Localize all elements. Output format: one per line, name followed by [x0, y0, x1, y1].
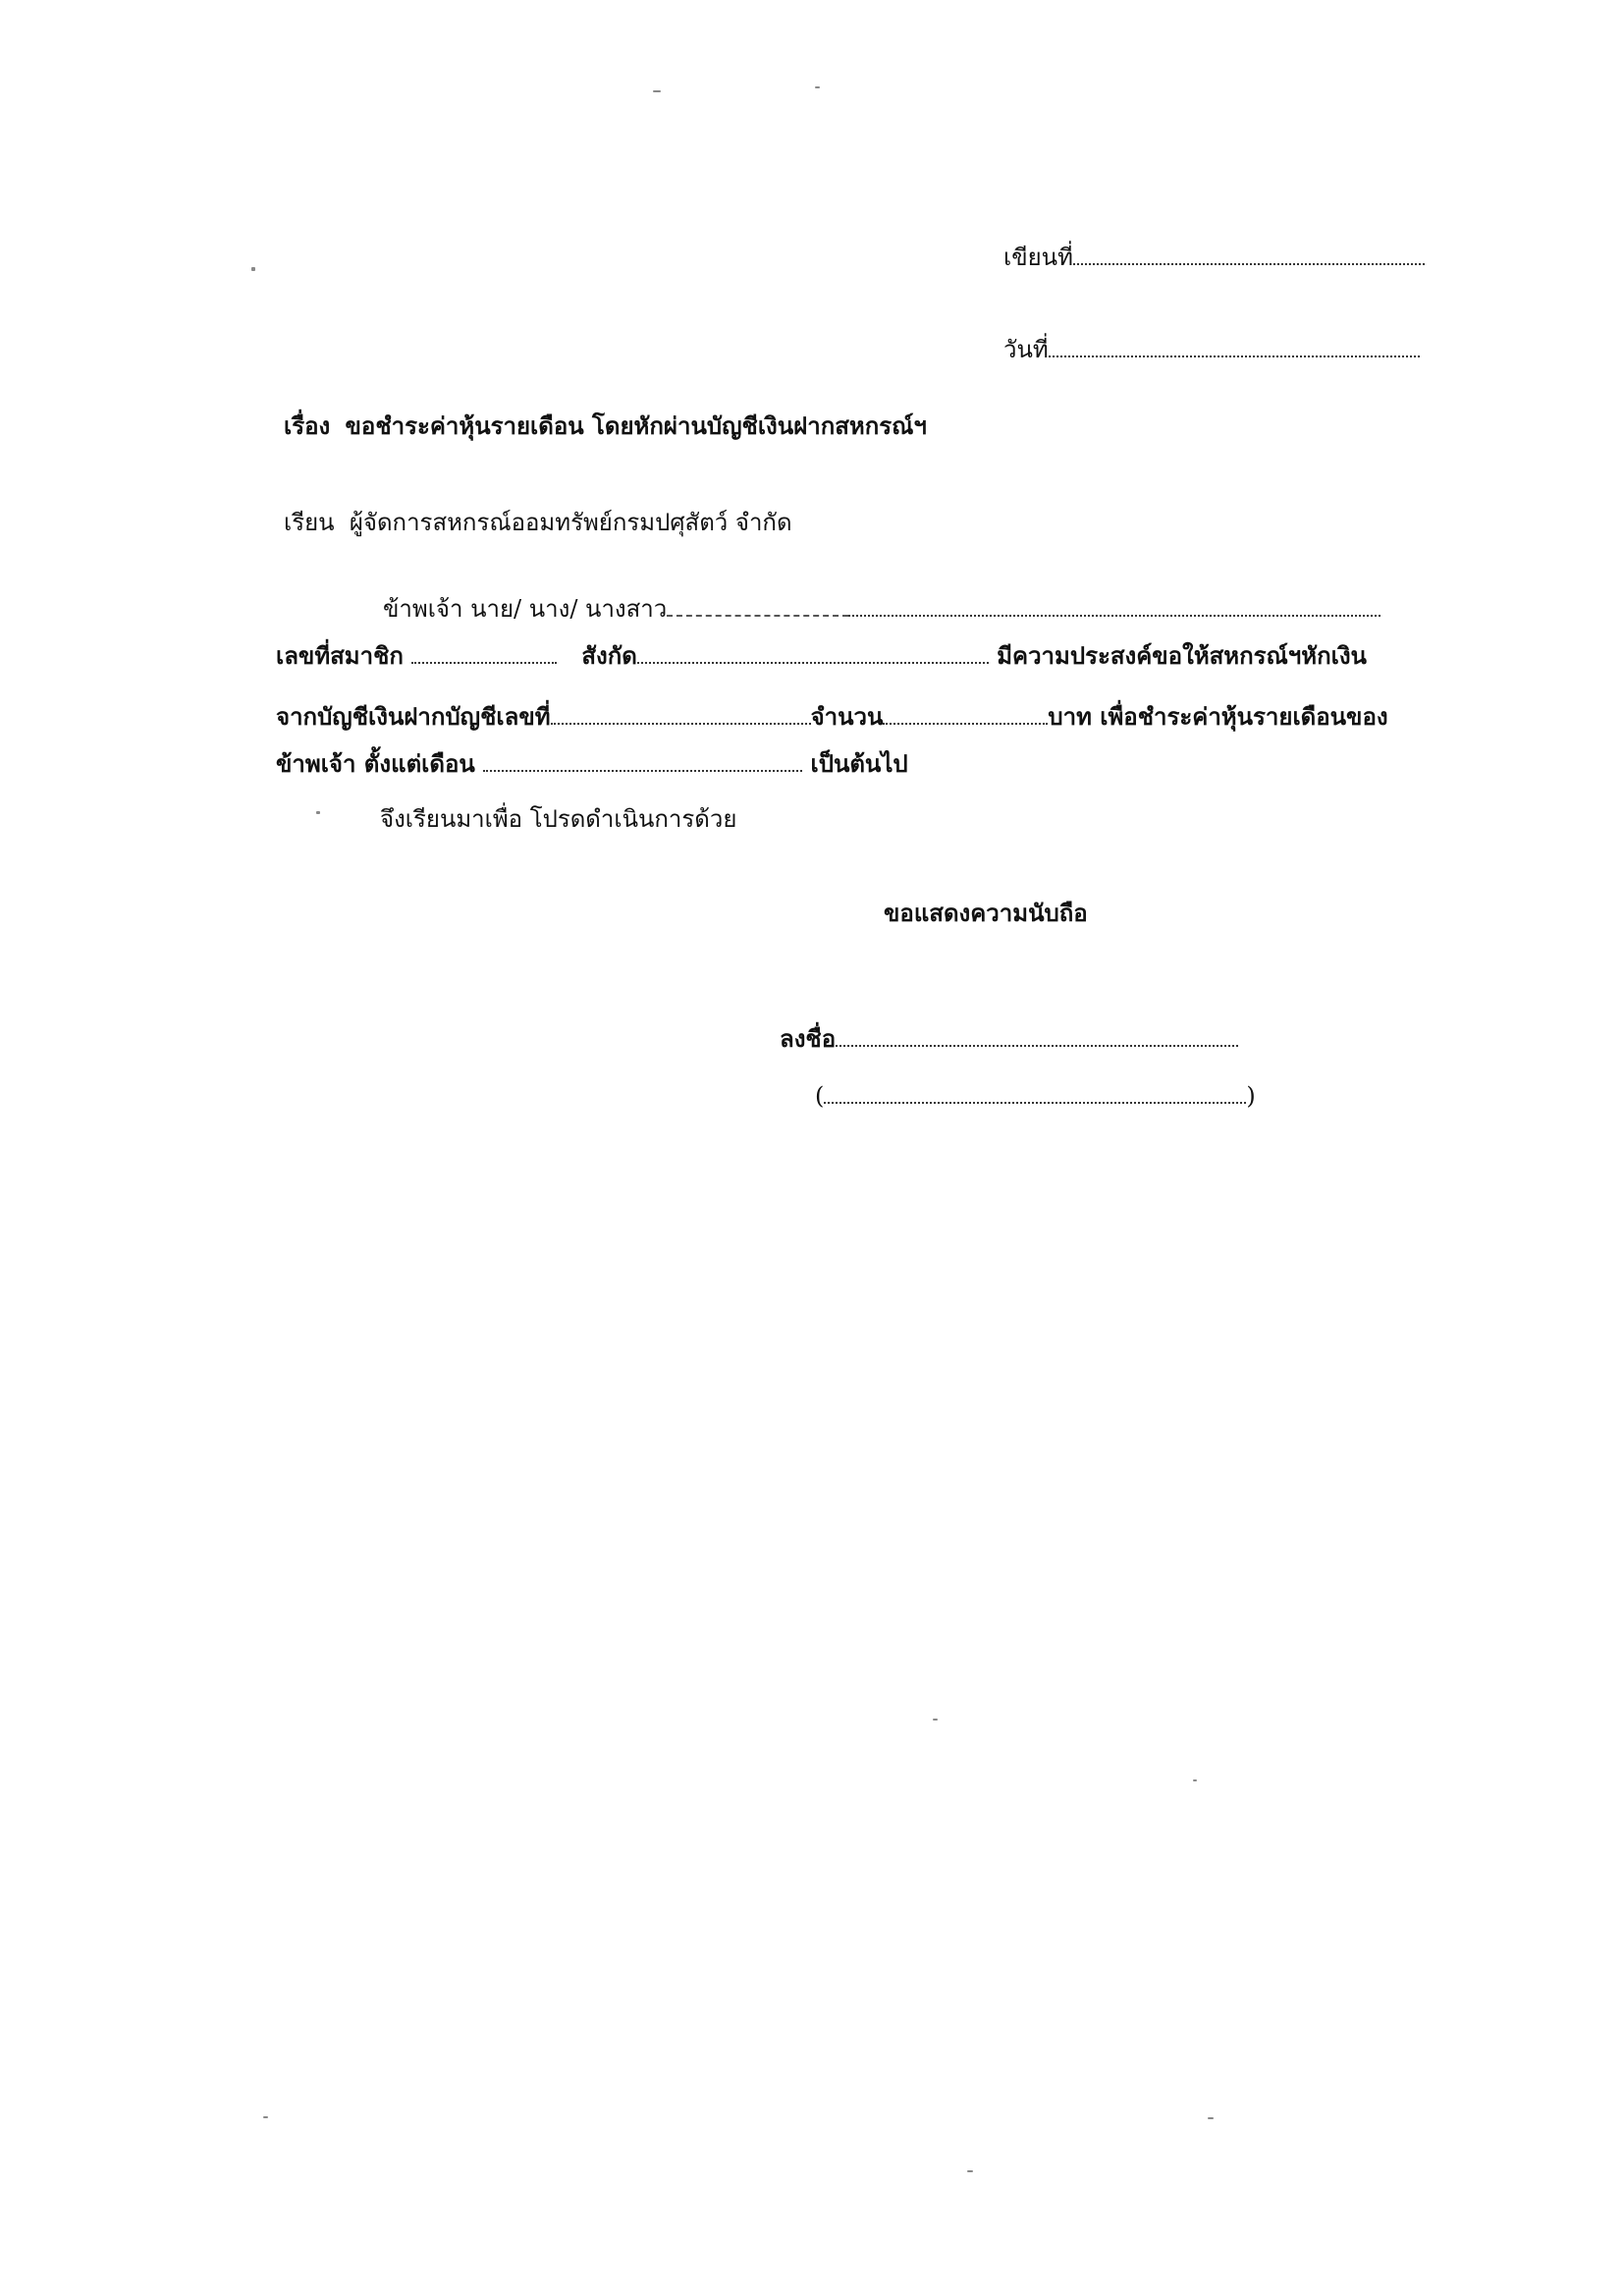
subject-line: [284, 410, 927, 442]
to-label: เรียน: [284, 509, 335, 536]
amount-field[interactable]: [883, 705, 1048, 725]
signature-line: [780, 1023, 1238, 1055]
scan-speck: [316, 811, 320, 814]
signature-field[interactable]: [836, 1027, 1238, 1047]
scan-speck: [1208, 2117, 1214, 2119]
name-field[interactable]: [848, 597, 1380, 617]
date-label: วันที่: [1003, 336, 1049, 363]
scan-speck: [251, 267, 255, 271]
name-line: [383, 593, 1380, 625]
to-line: [284, 507, 792, 538]
written-at-line: [1003, 242, 1425, 273]
scan-speck: [815, 86, 820, 88]
scan-speck: [263, 2116, 268, 2118]
request-line: [380, 803, 736, 835]
intro-text: ข้าพเจ้า นาย/ นาง/ นางสาว: [383, 595, 668, 623]
affiliation-label: สังกัด: [581, 641, 637, 670]
closing-text: ขอแสดงความนับถือ: [884, 899, 1088, 927]
scan-speck: [653, 90, 661, 92]
onward-text: เป็นต้นไป: [810, 749, 908, 778]
account-number-field[interactable]: [551, 705, 811, 725]
from-account-label: จากบัญชีเงินฝากบัญชีเลขที่: [276, 702, 551, 731]
scan-speck: [967, 2170, 973, 2172]
scan-speck: [1193, 1779, 1197, 1781]
start-month-field[interactable]: [483, 752, 802, 772]
wish-text: มีความประสงค์ขอให้สหกรณ์ฯหักเงิน: [997, 641, 1367, 670]
member-line: [276, 640, 1367, 672]
date-line: [1003, 334, 1420, 365]
request-text: จึงเรียนมาเพื่อ โปรดดำเนินการด้วย: [380, 805, 737, 833]
affiliation-field[interactable]: [637, 644, 989, 664]
subject-label: เรื่อง: [284, 411, 331, 440]
written-at-field[interactable]: [1073, 246, 1425, 265]
date-field[interactable]: [1049, 338, 1420, 357]
printed-name-field[interactable]: [824, 1084, 1246, 1104]
paren-open: (: [815, 1082, 825, 1110]
paren-close: ): [1246, 1082, 1256, 1110]
member-no-label: เลขที่สมาชิก: [276, 641, 404, 670]
printed-name-line: [815, 1080, 1256, 1112]
self-from-month-label: ข้าพเจ้า ตั้งแต่เดือน: [276, 749, 475, 778]
account-line: [276, 701, 1388, 733]
subject-text: ขอชำระค่าหุ้นรายเดือน โดยหักผ่านบัญชีเงินฝากสหกรณ์ฯ: [345, 411, 927, 440]
member-no-field[interactable]: [411, 644, 557, 664]
closing-line: [884, 898, 1088, 929]
to-text: ผู้จัดการสหกรณ์ออมทรัพย์กรมปศุสัตว์ จำกัด: [349, 509, 792, 536]
signature-label: ลงชื่อ: [780, 1024, 837, 1053]
name-field-redacted: [667, 597, 848, 617]
baht-text: บาท เพื่อชำระค่าหุ้นรายเดือนของ: [1048, 702, 1388, 731]
scan-speck: [933, 1719, 938, 1721]
month-line: [276, 748, 908, 780]
written-at-label: เขียนที่: [1003, 244, 1073, 271]
amount-label: จำนวน: [810, 702, 884, 731]
